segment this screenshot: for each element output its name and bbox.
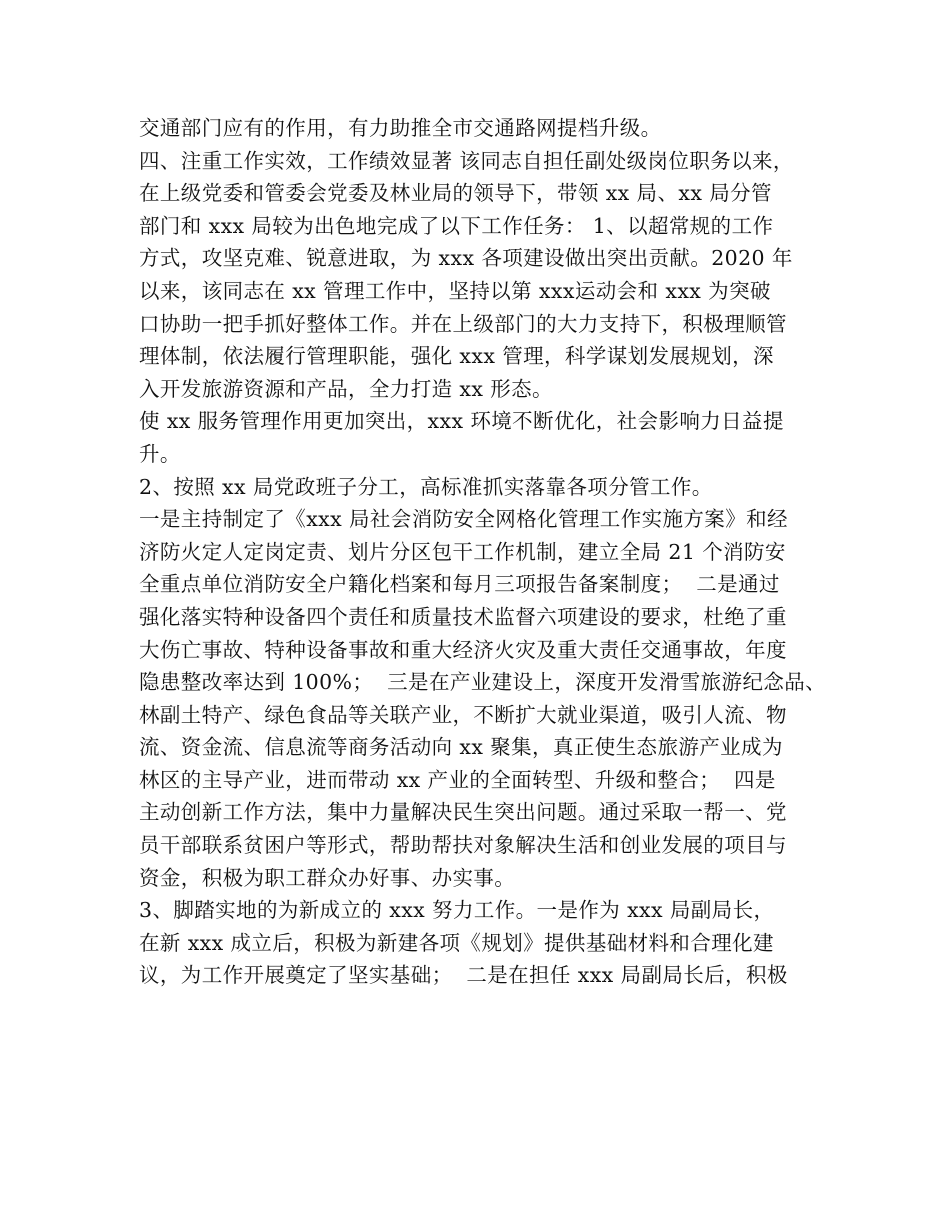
text-line: 四、注重工作实效，工作绩效显著 该同志自担任副处级岗位职务以来， bbox=[139, 148, 794, 173]
text-line: 在上级党委和管委会党委及林业局的领导下，带领 xx 局、xx 局分管 bbox=[139, 181, 772, 206]
text-line: 一是主持制定了《xxx 局社会消防安全网格化管理工作实施方案》和经 bbox=[139, 507, 788, 532]
text-line: 主动创新工作方法，集中力量解决民生突出问题。通过采取一帮一、党 bbox=[139, 800, 787, 825]
text-line: 在新 xxx 成立后，积极为新建各项《规划》提供基础材料和合理化建 bbox=[139, 930, 774, 955]
text-line: 员干部联系贫困户等形式，帮助帮扶对象解决生活和创业发展的项目与 bbox=[139, 833, 787, 858]
text-line: 林副土特产、绿色食品等关联产业，不断扩大就业渠道，吸引人流、物 bbox=[139, 702, 787, 727]
text-line: 升。 bbox=[139, 441, 181, 466]
text-line: 方式，攻坚克难、锐意进取，为 xxx 各项建设做出突出贡献。2020 年 bbox=[139, 246, 793, 271]
text-line: 强化落实特种设备四个责任和质量技术监督六项建设的要求，杜绝了重 bbox=[139, 604, 787, 629]
text-line: 济防火定人定岗定责、划片分区包干工作机制，建立全局 21 个消防安 bbox=[139, 539, 786, 564]
document-body bbox=[139, 112, 829, 992]
text-line: 以来，该同志在 xx 管理工作中，坚持以第 xxx运动会和 xxx 为突破 bbox=[139, 278, 771, 303]
text-line: 交通部门应有的作用，有力助推全市交通路网提档升级。 bbox=[139, 116, 662, 140]
text-line: 流、资金流、信息流等商务活动向 xx 聚集，真正使生态旅游产业成为 bbox=[139, 735, 783, 760]
text-line: 理体制，依法履行管理职能，强化 xxx 管理，科学谋划发展规划，深 bbox=[139, 344, 774, 369]
text-line: 大伤亡事故、特种设备事故和重大经济火灾及重大责任交通事故，年度 bbox=[139, 637, 787, 662]
text-line: 资金，积极为职工群众办好事、办实事。 bbox=[139, 865, 516, 890]
text-line: 使 xx 服务管理作用更加突出，xxx 环境不断优化，社会影响力日益提 bbox=[139, 409, 784, 434]
text-line: 口协助一把手抓好整体工作。并在上级部门的大力支持下，积极理顺管 bbox=[139, 311, 787, 336]
text-line: 隐患整改率达到 100%； 三是在产业建设上，深度开发滑雪旅游纪念品、 bbox=[139, 670, 827, 695]
text-line: 2、按照 xx 局党政班子分工，高标准抓实落靠各项分管工作。 bbox=[139, 474, 713, 499]
text-line: 3、脚踏实地的为新成立的 xxx 努力工作。一是作为 xxx 局副局长， bbox=[139, 898, 775, 923]
text-line: 林区的主导产业，进而带动 xx 产业的全面转型、升级和整合； 四是 bbox=[139, 767, 776, 792]
text-line: 议，为工作开展奠定了坚实基础； 二是在担任 xxx 局副局长后，积极 bbox=[139, 963, 788, 988]
text-line: 部门和 xxx 局较为出色地完成了以下工作任务： 1、以超常规的工作 bbox=[139, 213, 774, 238]
text-line: 全重点单位消防安全户籍化档案和每月三项报告备案制度； 二是通过 bbox=[139, 572, 780, 597]
text-line: 入开发旅游资源和产品，全力打造 xx 形态。 bbox=[139, 376, 553, 401]
